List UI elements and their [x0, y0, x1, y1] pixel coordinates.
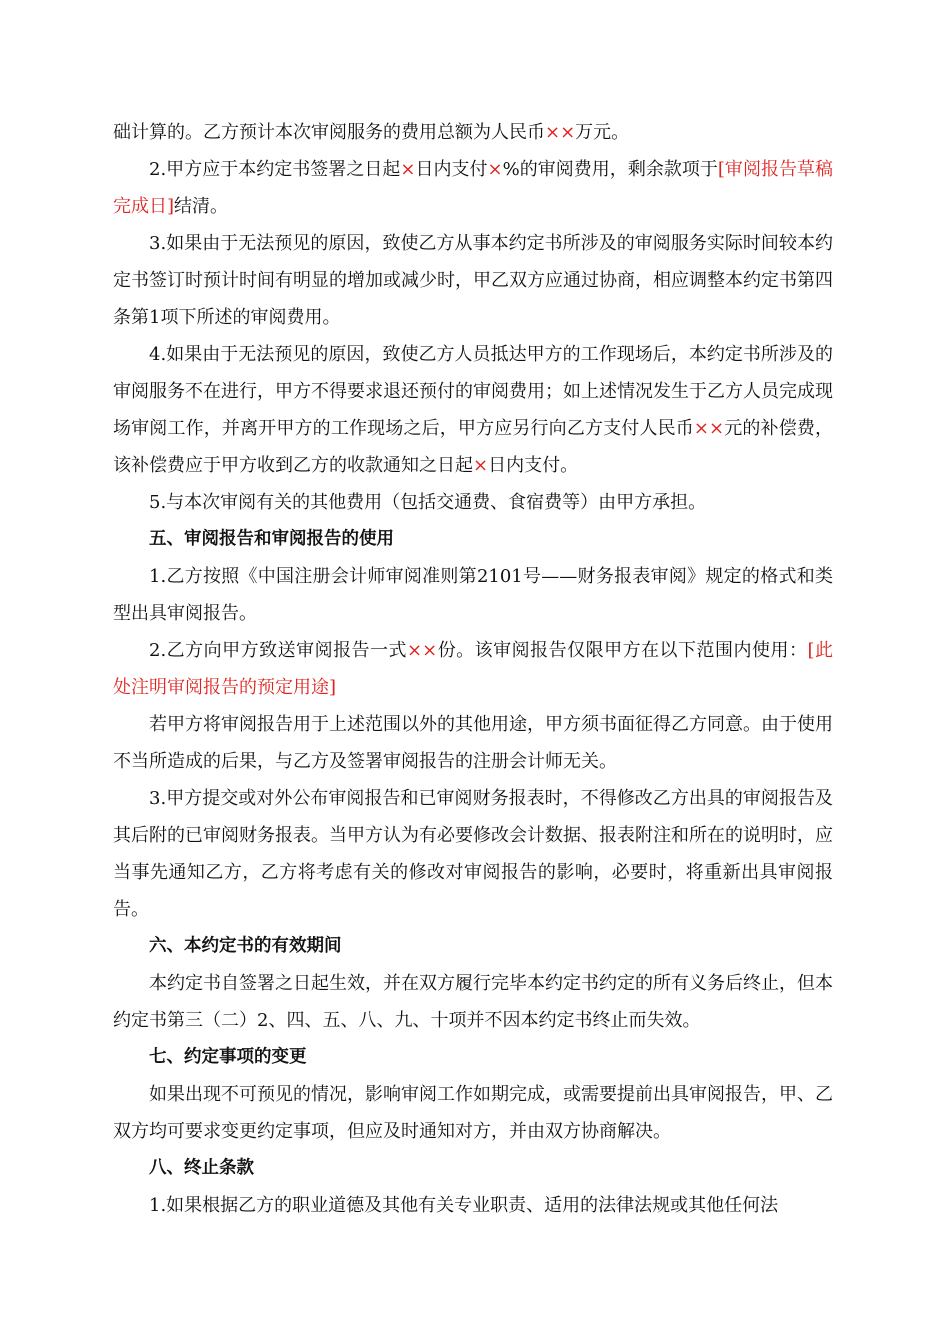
placeholder-text: ×: [473, 455, 489, 476]
text-segment: 础计算的。乙方预计本次审阅服务的费用总额为人民币: [113, 122, 545, 143]
text-segment: 如果出现不可预见的情况，影响审阅工作如期完成，或需要提前出具审阅报告，甲、乙双方均可要求变更约定事项，但应及时通知对方，并由双方协商解决。: [113, 1084, 833, 1142]
placeholder-text: ××: [693, 418, 725, 439]
text-segment: 日内支付: [415, 159, 488, 180]
paragraph: [113, 780, 833, 928]
section-heading: [113, 928, 833, 965]
text-segment: 3.甲方提交或对外公布审阅报告和已审阅财务报表时，不得修改乙方出具的审阅报告及其后附的已审阅财务报表。当甲方认为有必要修改会计数据、报表附注和所在的说明时，应当事先通知乙方，乙方将考虑有关的修改对审阅报告的影响，必要时，将重新出具审阅报告。: [113, 788, 833, 920]
text-segment: 元的补偿费，该补偿费应于甲方收到乙方的收款通知之日起: [113, 418, 833, 476]
paragraph: [113, 1187, 833, 1224]
placeholder-text: ×: [487, 159, 503, 180]
placeholder-text: ×: [400, 159, 416, 180]
text-segment: 份。该审阅报告仅限甲方在以下范围内使用：: [437, 640, 808, 661]
text-segment: 日内支付。: [488, 455, 579, 476]
text-segment: 4.如果由于无法预见的原因，致使乙方人员抵达甲方的工作现场后，本约定书所涉及的审阅服务不在进行，甲方不得要求退还预付的审阅费用；如上述情况发生于乙方人员完成现场审阅工作，并离开甲方的工作现场之后，甲方应另行向乙方支付人民币: [113, 344, 833, 439]
text-segment: 5.与本次审阅有关的其他费用（包括交通费、食宿费等）由甲方承担。: [149, 492, 707, 513]
document-page: [113, 114, 833, 1224]
paragraph: [113, 558, 833, 632]
text-segment: 万元。: [575, 122, 630, 143]
text-segment: 若甲方将审阅报告用于上述范围以外的其他用途，甲方须书面征得乙方同意。由于使用不当所造成的后果，与乙方及签署审阅报告的注册会计师无关。: [113, 714, 833, 772]
placeholder-text: ××: [545, 122, 576, 143]
section-heading: [113, 1150, 833, 1187]
paragraph: [113, 706, 833, 780]
placeholder-text: [审阅报告草稿完成日]: [113, 159, 833, 217]
text-segment: 五、审阅报告和审阅报告的使用: [149, 529, 394, 549]
text-segment: 2.甲方应于本约定书签署之日起: [149, 159, 401, 180]
text-segment: 八、终止条款: [149, 1158, 254, 1178]
paragraph: [113, 965, 833, 1039]
text-segment: 2.乙方向甲方致送审阅报告一式: [149, 640, 408, 661]
text-segment: 结清。: [174, 196, 229, 217]
text-segment: 本约定书自签署之日起生效，并在双方履行完毕本约定书约定的所有义务后终止，但本约定书第三（二）2、四、五、八、九、十项并不因本约定书终止而失效。: [113, 973, 833, 1031]
paragraph: [113, 484, 833, 521]
section-heading: [113, 1039, 833, 1076]
placeholder-text: ××: [407, 640, 438, 661]
paragraph: [113, 114, 833, 151]
paragraph: [113, 632, 833, 706]
text-segment: 1.乙方按照《中国注册会计师审阅准则第2101号——财务报表审阅》规定的格式和类型出具审阅报告。: [113, 566, 833, 624]
paragraph: [113, 225, 833, 336]
paragraph: [113, 336, 833, 484]
section-heading: [113, 521, 833, 558]
text-segment: %的审阅费用，剩余款项于: [502, 159, 718, 180]
paragraph: [113, 151, 833, 225]
placeholder-text: [此处注明审阅报告的预定用途]: [113, 640, 833, 698]
paragraph: [113, 1076, 833, 1150]
text-segment: 七、约定事项的变更: [149, 1047, 307, 1067]
text-segment: 3.如果由于无法预见的原因，致使乙方从事本约定书所涉及的审阅服务实际时间较本约定书签订时预计时间有明显的增加或减少时，甲乙双方应通过协商，相应调整本约定书第四条第1项下所述的审阅费用。: [113, 233, 833, 328]
text-segment: 1.如果根据乙方的职业道德及其他有关专业职责、适用的法律法规或其他任何法: [149, 1195, 779, 1216]
text-segment: 六、本约定书的有效期间: [149, 936, 342, 956]
